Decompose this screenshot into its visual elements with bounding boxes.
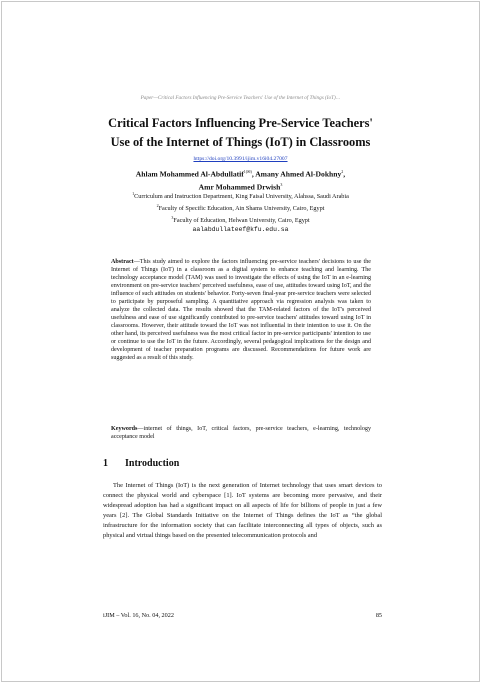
affiliations	[0, 189, 481, 234]
author-email[interactable]: aalabdullateef@kfu.edu.sa	[192, 226, 289, 234]
keywords	[111, 425, 371, 441]
section-number: 1	[103, 458, 108, 469]
abstract-label: Abstract	[111, 259, 134, 265]
author-name: Amr Mohammed Drwish	[198, 182, 281, 192]
author-affil-mark: 3	[280, 181, 283, 187]
author-separator: ,	[251, 169, 256, 179]
section-heading	[103, 458, 179, 469]
title-line-2: Use of the Internet of Things (IoT) in Classrooms	[110, 135, 371, 149]
abstract	[111, 258, 371, 362]
keywords-label: Keywords	[111, 426, 138, 432]
author-separator: ,	[343, 169, 346, 179]
page-number: 85	[375, 612, 382, 619]
running-header: Paper—Critical Factors Influencing Pre-Service Teachers' Use of the Internet of Things (IoT)…	[140, 95, 341, 101]
paper-title	[40, 114, 441, 152]
author-name: Amany Ahmed Al-Dokhny	[255, 169, 342, 179]
abstract-text: —This study aimed to explore the factors influencing pre-service teachers' decisions to use the Internet of Things (IoT) in a classroom as a digital system to enhance teaching and learning. The technology acceptance model (TAM) was used to investigate the effects of using the IoT in an e-learning environment on pre-service teachers' perceived usefulness, ease of use, attitudes toward using IoT, and the influence of such attitudes on students' behavior. Forty-seven final-year pre-service teachers were selected to participate by purposeful sampling. A quantitative approach via regression analysis was taken to analyze the collected data. The results showed that the TAM-related factors of the IoT's perceived usefulness and ease of use significantly contributed to pre-service teachers' attitudes toward using IoT in classrooms. However, their attitude toward the IoT was not influential in their intention to use it. On the other hand, its perceived usefulness was the most critical factor in pre-service participants' intention to use or continue to use the IoT in the future. Accordingly, several pedagogical implications for the design and development of teacher preparation programs are discussed. Recommendations for future work are suggested as a result of this study.	[111, 259, 371, 361]
intro-paragraph: The Internet of Things (IoT) is the next generation of Internet technology that uses smart devices to connect the physical world and cyberspace [1]. IoT systems are becoming more pervasive, and their widespread adoption has had a significant impact on all aspects of life for billions of people in just a few years [2]. The Global Standards Initiative on the Internet of Things defines the IoT as “the global infrastructure for the information society that can facilitate interconnecting all types of objects, such as physical and virtual things based on the presented telecommunication protocols and	[103, 482, 382, 539]
footer-journal: iJIM ‒ Vol. 16, No. 04, 2022	[103, 612, 174, 619]
affiliation: $^2$Faculty of Specific Education, Ain Shams University, Cairo, Egypt	[156, 203, 325, 213]
affiliation: $^3$Faculty of Education, Helwan University, Cairo, Egypt	[171, 215, 310, 225]
section-title: Introduction	[125, 458, 180, 469]
title-line-1: Critical Factors Influencing Pre-Service Teachers'	[108, 116, 373, 130]
keywords-text: —internet of things, IoT, critical factors, pre-service teachers, e-learning, technology acceptance model	[111, 426, 371, 440]
author-affil-mark: 2	[341, 169, 344, 174]
author-affil-mark: 1(✉)	[243, 169, 252, 174]
doi-link[interactable]: https://doi.org/10.3991/ijim.v16i04.27007	[193, 156, 288, 162]
author-name: Ahlam Mohammed Al-Abdullatif	[135, 169, 244, 179]
affiliation: $^1$Curriculum and Instruction Department, King Faisal University, Alahssa, Saudi Arabia	[132, 191, 349, 201]
